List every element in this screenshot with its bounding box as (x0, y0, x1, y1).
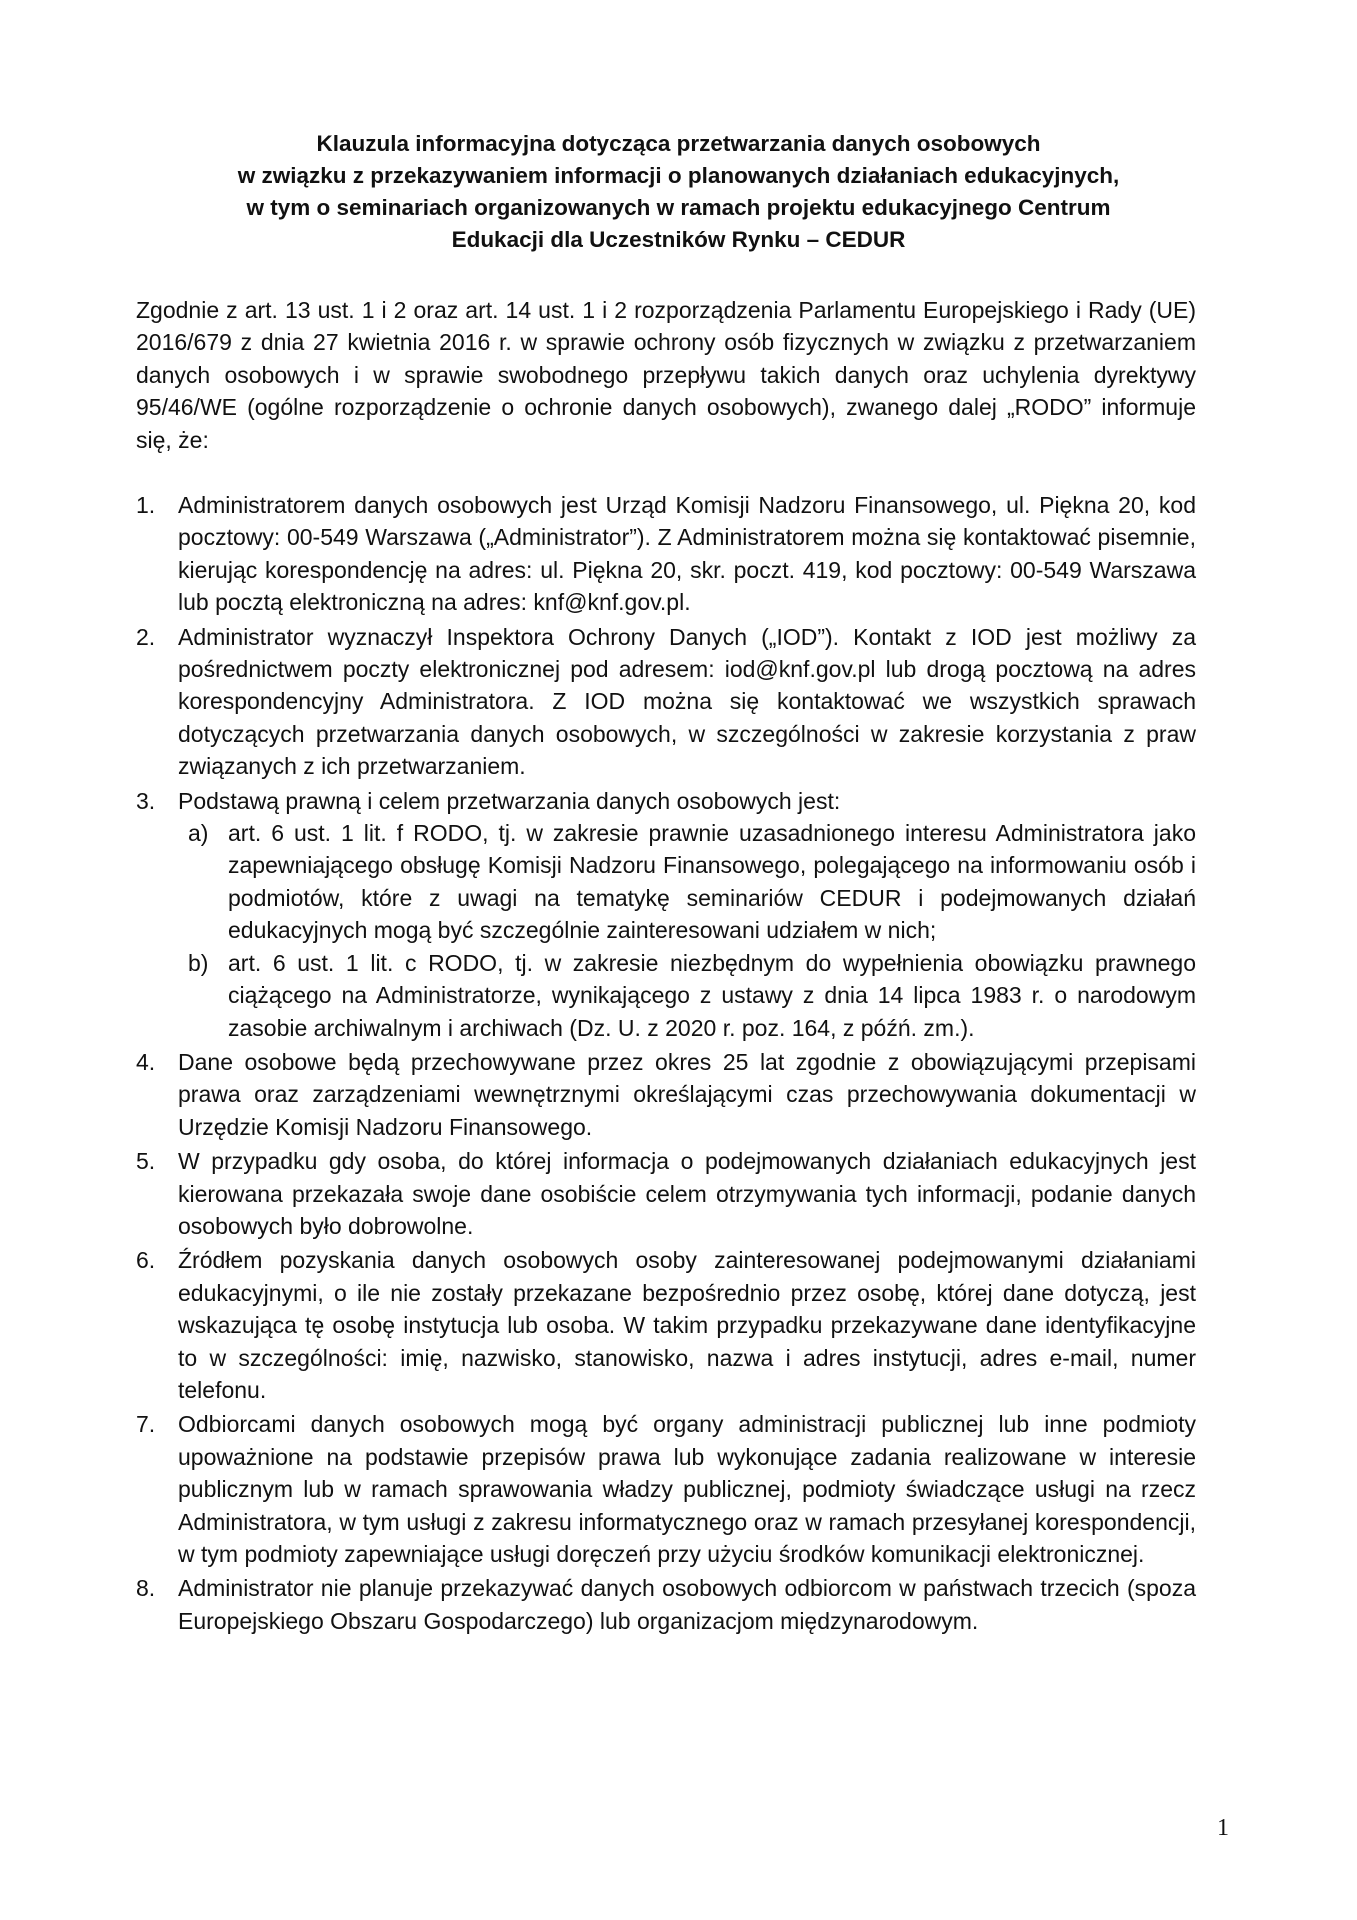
item-text: Dane osobowe będą przechowywane przez okres 25 lat zgodnie z obowiązującymi przepisami prawa oraz zarządzeniami wewnętrznymi określającymi czas przechowywania dokumentacji w Urzędzie Komisji Nadzoru Finansowego. (178, 1048, 1196, 1140)
item-text: Źródłem pozyskania danych osobowych osoby zainteresowanej podejmowanymi działaniami edukacyjnymi, o ile nie zostały przekazane bezpośrednio przez osobę, której dane dotyczą, jest wskazująca tę osobę instytucja lub osoba. W takim przypadku przekazywane dane identyfikacyjne to w szczególności: imię, nazwisko, stanowisko, nazwa i adres instytucji, adres e-mail, numer telefonu. (178, 1247, 1196, 1403)
item-number: 7. (136, 1411, 156, 1438)
item-number: 8. (136, 1575, 156, 1602)
list-item (136, 1046, 1196, 1143)
sub-item-text: art. 6 ust. 1 lit. c RODO, tj. w zakresie niezbędnym do wypełnienia obowiązku prawnego ciążącego na Administratorze, wynikającego z ustawy z dnia 14 lipca 1983 r. o narodowym zasobie archiwalnym i archiwach (Dz. U. z 2020 r. poz. 164, z późń. zm.). (228, 949, 1196, 1041)
clause-list (136, 489, 1196, 1637)
item-text: Administratorem danych osobowych jest Urząd Komisji Nadzoru Finansowego, ul. Piękna 20, kod pocztowy: 00-549 Warszawa („Administrator”). Z Administratorem można się kontaktować pisemnie, kierując korespondencję na adres: ul. Piękna 20, skr. poczt. 419, kod pocztowy: 00-549 Warszawa lub pocztą elektroniczną na adres: knf@knf.gov.pl. (178, 492, 1196, 616)
sub-list (178, 817, 1196, 1044)
list-item (136, 1244, 1196, 1406)
item-text: Administrator nie planuje przekazywać danych osobowych odbiorcom w państwach trzecich (spoza Europejskiego Obszaru Gospodarczego) lub organizacjom międzynarodowym. (178, 1575, 1196, 1634)
list-item (136, 621, 1196, 783)
item-text: Podstawą prawną i celem przetwarzania danych osobowych jest: (178, 787, 841, 814)
title-line: w tym o seminariach organizowanych w ramach projektu edukacyjnego Centrum (246, 195, 1111, 220)
title-line: w związku z przekazywaniem informacji o planowanych działaniach edukacyjnych, (237, 163, 1120, 188)
document-title (150, 128, 1207, 256)
list-item (136, 1408, 1196, 1570)
sub-list-item (178, 817, 1196, 947)
sub-item-letter: a) (188, 820, 209, 847)
item-number: 5. (136, 1148, 156, 1175)
item-text: W przypadku gdy osoba, do której informacja o podejmowanych działaniach edukacyjnych jest kierowana przekazała swoje dane osobiście celem otrzymywania tych informacji, podanie danych osobowych było dobrowolne. (178, 1148, 1196, 1239)
item-number: 2. (136, 623, 156, 650)
list-item (136, 785, 1196, 1044)
sub-item-text: art. 6 ust. 1 lit. f RODO, tj. w zakresie prawnie uzasadnionego interesu Administratora jako zapewniającego obsługę Komisji Nadzoru Finansowego, polegającego na informowaniu osób i podmiotów, które z uwagi na tematykę seminariów CEDUR i podejmowanych działań edukacyjnych mogą być szczególnie zainteresowani udziałem w nich; (228, 820, 1196, 944)
item-number: 3. (136, 787, 156, 814)
item-text: Administrator wyznaczył Inspektora Ochrony Danych („IOD”). Kontakt z IOD jest możliwy za pośrednictwem poczty elektronicznej pod adresem: iod@knf.gov.pl lub drogą pocztową na adres korespondencyjny Administratora. Z IOD można się kontaktować we wszystkich sprawach dotyczących przetwarzania danych osobowych, w szczególności w zakresie korzystania z praw związanych z ich przetwarzaniem. (178, 623, 1196, 780)
item-text: Odbiorcami danych osobowych mogą być organy administracji publicznej lub inne podmioty upoważnione na podstawie przepisów prawa lub wykonujące zadania realizowane w interesie publicznym lub w ramach sprawowania władzy publicznej, podmioty świadczące usługi na rzecz Administratora, w tym usługi z zakresu informatycznego oraz w ramach przesyłanej korespondencji, w tym podmioty zapewniające usługi doręczeń przy użyciu środków komunikacji elektronicznej. (178, 1411, 1196, 1567)
page-number: 1 (1217, 1815, 1229, 1841)
title-line: Klauzula informacyjna dotycząca przetwarzania danych osobowych (316, 131, 1041, 156)
item-number: 4. (136, 1048, 156, 1075)
title-line: Edukacji dla Uczestników Rynku – CEDUR (451, 227, 906, 252)
list-item (136, 489, 1196, 619)
intro-paragraph: Zgodnie z art. 13 ust. 1 i 2 oraz art. 14 ust. 1 i 2 rozporządzenia Parlamentu Europejskiego i Rady (UE) 2016/679 z dnia 27 kwietnia 2016 r. w sprawie ochrony osób fizycznych w związku z przetwarzaniem danych osobowych i w sprawie swobodnego przepływu takich danych oraz uchylenia dyrektywy 95/46/WE (ogólne rozporządzenie o ochronie danych osobowych), zwanego dalej „RODO” informuje się, że: (136, 297, 1196, 453)
item-number: 1. (136, 492, 156, 518)
list-item (136, 1145, 1196, 1242)
sub-list-item (178, 947, 1196, 1044)
item-number: 6. (136, 1247, 156, 1274)
list-item (136, 1572, 1196, 1637)
sub-item-letter: b) (188, 949, 209, 976)
